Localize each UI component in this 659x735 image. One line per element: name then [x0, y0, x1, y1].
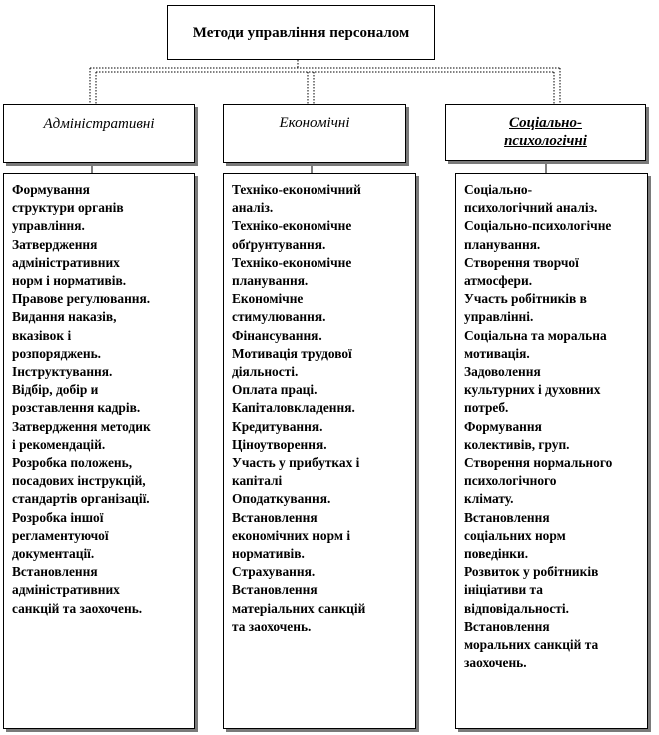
method-line: аналіз.	[232, 200, 274, 216]
category-economic	[223, 104, 406, 163]
method-line: нормативів.	[232, 546, 305, 562]
method-line: мотивація.	[464, 345, 530, 361]
category-label: Адміністративні	[43, 116, 155, 132]
method-line: колективів, груп.	[464, 436, 570, 452]
method-line: Формування	[12, 182, 90, 197]
method-line: Фінансування.	[232, 327, 322, 343]
method-line: відповідальності.	[464, 600, 569, 616]
method-line: атмосфери.	[464, 273, 533, 289]
method-line: Створення творчої	[464, 254, 579, 270]
method-line: посадових інструкцій,	[12, 473, 146, 489]
method-line: Формування	[464, 418, 542, 434]
method-line: Участь робітників в	[464, 291, 587, 307]
method-line: Техніко-економічний	[232, 182, 361, 197]
method-line: адміністративних	[12, 254, 120, 270]
category-label: Соціально-психологічні	[504, 115, 587, 149]
category-administrative	[3, 104, 195, 163]
method-line: норм і нормативів.	[12, 273, 127, 289]
method-line: стандартів організації.	[12, 491, 150, 507]
method-line: Соціально-	[464, 182, 533, 197]
method-line: Встановлення	[232, 509, 318, 525]
method-line: документації.	[12, 546, 95, 562]
method-line: Розробка іншої	[12, 509, 104, 525]
method-line: ініціативи та	[464, 582, 543, 598]
method-line: Розвиток у робітників	[464, 564, 599, 580]
method-line: Встановлення	[12, 564, 98, 580]
method-line: Участь у прибутках і	[232, 455, 360, 471]
method-line: матеріальних санкцій	[232, 600, 366, 616]
method-line: поведінки.	[464, 546, 529, 562]
method-line: управління.	[12, 218, 85, 234]
method-line: Соціальна та моральна	[464, 327, 607, 343]
method-line: економічних норм і	[232, 527, 351, 543]
method-line: планування.	[232, 273, 309, 289]
method-line: Ціноутворення.	[232, 436, 327, 452]
category-label: Економічні	[279, 115, 350, 131]
method-line: вказівок і	[12, 327, 72, 343]
category-socio-psychological	[445, 104, 646, 161]
method-line: Капіталовкладення.	[232, 400, 355, 416]
method-line: Оподаткування.	[232, 491, 331, 507]
method-line: Затвердження	[12, 236, 98, 252]
method-line: Відбір, добір и	[12, 382, 99, 398]
method-line: культурних і духовних	[464, 382, 601, 398]
method-line: соціальних норм	[464, 527, 566, 543]
method-line: та заохочень.	[232, 618, 312, 634]
method-line: розставлення кадрів.	[12, 400, 141, 416]
method-line: адміністративних	[12, 582, 120, 598]
method-line: діяльності.	[232, 364, 299, 380]
method-line: Мотивація трудової	[232, 345, 352, 361]
method-line: Правове регулювання.	[12, 291, 151, 307]
method-line: Кредитування.	[232, 418, 323, 434]
method-line: моральних санкцій та	[464, 637, 599, 653]
root-node	[167, 5, 435, 60]
method-line: заохочень.	[464, 655, 527, 671]
method-line: управлінні.	[464, 309, 534, 325]
method-line: клімату.	[464, 491, 514, 507]
method-line: Встановлення	[464, 509, 550, 525]
method-line: Інструктування.	[12, 364, 113, 380]
method-line: Задоволення	[464, 364, 541, 380]
method-line: Видання наказів,	[12, 309, 117, 325]
method-line: Техніко-економічне	[232, 218, 352, 234]
method-line: структури органів	[12, 200, 124, 216]
method-line: стимулювання.	[232, 309, 326, 325]
method-line: капіталі	[232, 473, 283, 489]
method-line: Затвердження методик	[12, 418, 151, 434]
method-line: Економічне	[232, 291, 304, 307]
method-line: потреб.	[464, 400, 509, 416]
methods-list-socio-psychological	[455, 173, 648, 729]
method-line: Встановлення	[232, 582, 318, 598]
method-line: Розробка положень,	[12, 455, 133, 471]
method-line: Страхування.	[232, 564, 316, 580]
method-line: Соціально-психологічне	[464, 218, 612, 234]
method-line: Оплата праці.	[232, 382, 318, 398]
method-line: планування.	[464, 236, 541, 252]
method-line: психологічного	[464, 473, 557, 489]
method-line: санкцій та заохочень.	[12, 600, 143, 616]
methods-list-economic	[223, 173, 416, 729]
method-line: розпоряджень.	[12, 345, 102, 361]
method-line: Техніко-економічне	[232, 254, 352, 270]
method-line: регламентуючої	[12, 527, 109, 543]
method-line: обґрунтування.	[232, 236, 326, 252]
method-line: Створення нормального	[464, 455, 613, 471]
method-line: психологічний аналіз.	[464, 200, 598, 216]
method-line: Встановлення	[464, 618, 550, 634]
diagram-title: Методи управління персоналом	[192, 24, 410, 41]
method-line: і рекомендацій.	[12, 436, 106, 452]
methods-list-administrative	[3, 173, 195, 729]
